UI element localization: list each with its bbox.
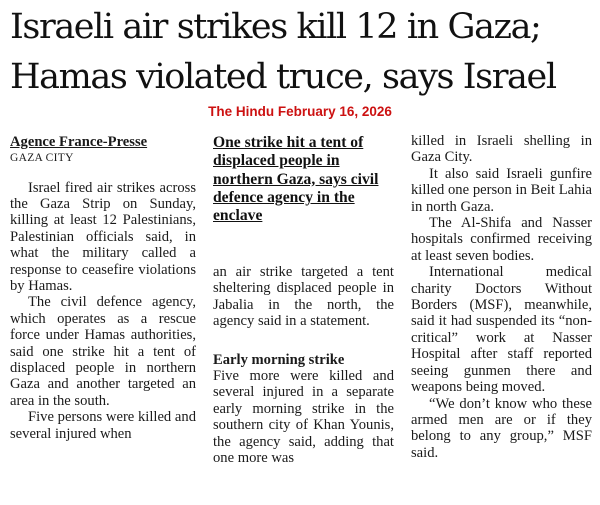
paragraph: It also said Israeli gunfire killed one person in Beit Lahia in north Gaza. <box>411 165 592 215</box>
paragraph: Five persons were killed and several injured when <box>10 409 196 442</box>
paragraph: Israel fired air strikes across the Gaza Strip on Sunday, killing at least 12 Palestinians, Palestinian officials said, in what the military called a response to ceasefire violations by Hamas. <box>10 179 196 294</box>
article-column-1 <box>10 134 196 442</box>
pullquote: One strike hit a tent of displaced people in northern Gaza, says civil defence agency in the enclave <box>213 134 379 225</box>
dateline: The Hindu February 16, 2026 <box>208 104 392 119</box>
headline-line-2: Hamas violated truce, says Israel <box>10 57 556 97</box>
paragraph: Five more were killed and several injured in a separate early morning strike in the southern city of Khan Younis, the agency said, adding that one more was <box>213 368 394 467</box>
subheading: Early morning strike <box>213 351 345 368</box>
byline-agency: Agence France-Presse <box>10 134 148 150</box>
headline <box>10 2 595 102</box>
paragraph: killed in Israeli shelling in Gaza City. <box>411 133 592 166</box>
paragraph: “We don’t know who these armed men are or if they belong to any group,” MSF said. <box>411 395 592 461</box>
headline-line-1: Israeli air strikes kill 12 in Gaza; <box>10 7 541 47</box>
article-column-3 <box>411 133 592 461</box>
paragraph: International medical charity Doctors Without Borders (MSF), meanwhile, said it had suspended its “non-critical” work at Nasser Hospital after staff reported seeing gunmen there and weapons being moved. <box>411 264 592 396</box>
article-column-2 <box>213 264 394 466</box>
byline-city: GAZA CITY <box>10 151 74 164</box>
paragraph: The civil defence agency, which operates as a rescue force under Hamas authorities, said one strike hit a tent of displaced people in northern Gaza and another targeted an area in the south. <box>10 294 196 409</box>
paragraph: The Al-Shifa and Nasser hospitals confirmed receiving at least seven bodies. <box>411 215 592 264</box>
paragraph: an air strike targeted a tent sheltering displaced people in Jabalia in the north, the agency said in a statement. <box>213 264 394 330</box>
